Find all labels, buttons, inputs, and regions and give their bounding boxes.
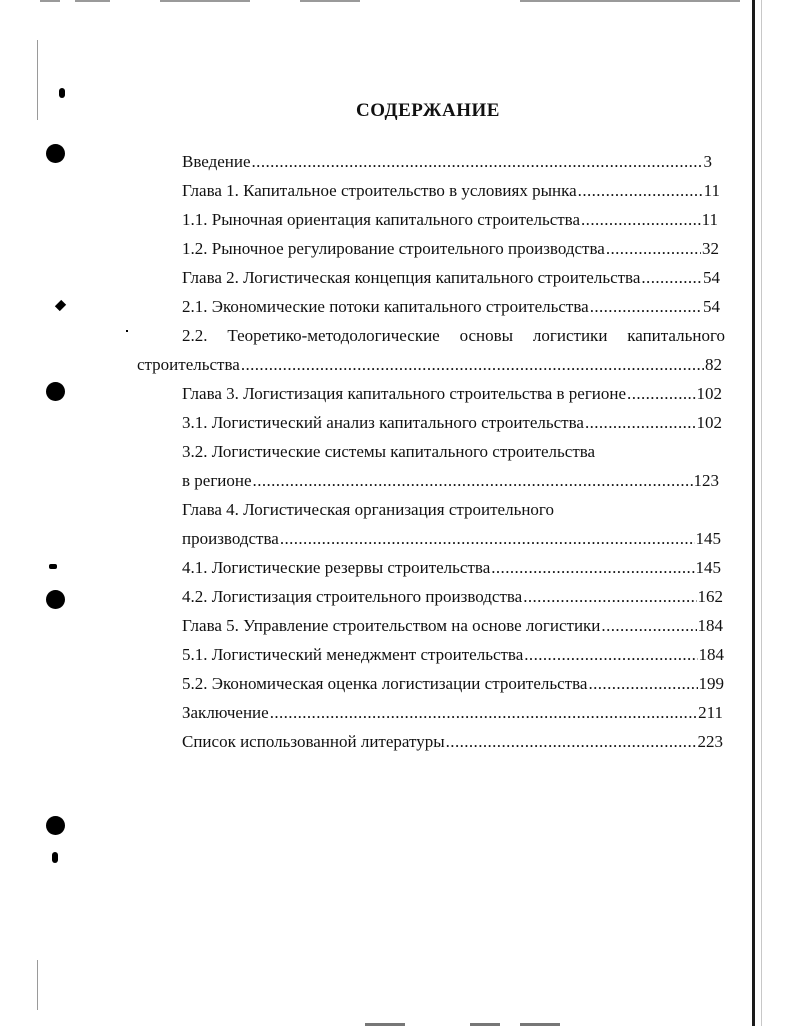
- toc-page-number: 199: [698, 674, 724, 693]
- toc-entry-text: 3.1. Логистический анализ капитального строительства: [182, 413, 584, 432]
- toc-page-number: 11: [701, 210, 718, 229]
- leader-dots: [585, 413, 696, 433]
- toc-page-number: 11: [703, 181, 720, 200]
- toc-entry-text: 1.1. Рыночная ориентация капитального строительства: [182, 210, 581, 229]
- toc-entry-text: 5.2. Экономическая оценка логистизации строительства: [182, 674, 588, 693]
- toc-page-number: 123: [693, 471, 719, 490]
- punch-hole: [46, 382, 65, 401]
- scan-speck: [55, 300, 66, 311]
- toc-page-number: 145: [695, 558, 721, 577]
- toc-entry-text: 2.2. Теоретико-методологические основы логистики капитального: [182, 326, 725, 345]
- scan-edge-top: [520, 0, 740, 2]
- leader-dots: [280, 529, 695, 549]
- toc-page-number: 102: [696, 384, 722, 403]
- toc-entry-text: 2.1. Экономические потоки капитального строительства: [182, 297, 589, 316]
- toc-entry-text: Глава 4. Логистическая организация строительного: [182, 500, 554, 519]
- toc-entry: [182, 558, 721, 578]
- punch-hole: [46, 590, 65, 609]
- toc-page-number: 211: [698, 703, 723, 722]
- scan-edge-top: [40, 0, 60, 2]
- margin-line: [37, 960, 38, 1010]
- scan-speck: [126, 330, 128, 332]
- toc-entry: [182, 732, 723, 752]
- toc-page-number: 223: [697, 732, 723, 751]
- toc-entry: [182, 587, 723, 607]
- leader-dots: [253, 471, 693, 491]
- toc-entry-text: производства: [182, 529, 279, 548]
- page-title: СОДЕРЖАНИЕ: [356, 100, 500, 121]
- toc-entry: [182, 268, 720, 288]
- toc-entry: [182, 210, 718, 230]
- scan-speck: [49, 564, 57, 569]
- toc-entry: [182, 152, 712, 172]
- toc-entry-text: в регионе: [182, 471, 252, 490]
- scan-edge-top: [300, 0, 360, 2]
- toc-page-number: 82: [705, 355, 722, 374]
- scan-speck: [59, 88, 65, 98]
- leader-dots: [627, 384, 695, 404]
- toc-page-number: 102: [696, 413, 722, 432]
- toc-page-number: 54: [703, 297, 720, 316]
- toc-page-number: 3: [703, 152, 712, 171]
- punch-hole: [46, 816, 65, 835]
- toc-entry: [182, 413, 722, 433]
- scan-edge-top: [75, 0, 110, 2]
- leader-dots: [241, 355, 704, 375]
- toc-page-number: 32: [702, 239, 719, 258]
- toc-entry: [182, 529, 721, 549]
- toc-entry: [182, 239, 719, 259]
- toc-entry: [182, 674, 724, 694]
- toc-entry-text: 5.1. Логистический менеджмент строительства: [182, 645, 524, 664]
- page-edge-line: [761, 0, 762, 1026]
- toc-entry-text: Глава 2. Логистическая концепция капитального строительства: [182, 268, 641, 287]
- punch-hole: [46, 144, 65, 163]
- scan-edge-top: [160, 0, 250, 2]
- toc-entry: [182, 181, 720, 201]
- toc-entry: [182, 471, 719, 491]
- leader-dots: [590, 297, 702, 317]
- toc-entry: [182, 297, 720, 317]
- toc-entry-text: строительства: [137, 355, 240, 374]
- leader-dots: [601, 616, 696, 636]
- toc-page-number: 184: [697, 616, 723, 635]
- page-edge-shadow: [752, 0, 755, 1026]
- toc-page-number: 162: [697, 587, 723, 606]
- toc-page-number: 54: [703, 268, 720, 287]
- leader-dots: [581, 210, 701, 230]
- toc-entry-text: 1.2. Рыночное регулирование строительного производства: [182, 239, 605, 258]
- toc-entry: [182, 384, 722, 404]
- toc-entry-text: Глава 5. Управление строительством на основе логистики: [182, 616, 601, 635]
- toc-entry-text: Список использованной литературы: [182, 732, 445, 751]
- toc-entry: [182, 616, 723, 636]
- leader-dots: [252, 152, 703, 172]
- scan-speck: [52, 852, 58, 863]
- leader-dots: [641, 268, 702, 288]
- leader-dots: [588, 674, 697, 694]
- toc-entry-text: Введение: [182, 152, 251, 171]
- leader-dots: [606, 239, 701, 259]
- leader-dots: [524, 645, 697, 665]
- toc-entry: [182, 645, 724, 665]
- leader-dots: [491, 558, 694, 578]
- toc-page-number: 184: [698, 645, 724, 664]
- toc-entry-text: 4.1. Логистические резервы строительства: [182, 558, 491, 577]
- toc-entry-text: Глава 1. Капитальное строительство в условиях рынка: [182, 181, 577, 200]
- leader-dots: [578, 181, 703, 201]
- toc-entry: [182, 703, 723, 723]
- toc-entry-text: 4.2. Логистизация строительного производства: [182, 587, 523, 606]
- toc-entry-text: Заключение: [182, 703, 269, 722]
- leader-dots: [523, 587, 696, 607]
- toc-entry-text: Глава 3. Логистизация капитального строительства в регионе: [182, 384, 627, 403]
- toc-page-number: 145: [695, 529, 721, 548]
- leader-dots: [446, 732, 697, 752]
- leader-dots: [270, 703, 697, 723]
- toc-entry-text: 3.2. Логистические системы капитального строительства: [182, 442, 596, 461]
- toc-entry: [137, 355, 722, 375]
